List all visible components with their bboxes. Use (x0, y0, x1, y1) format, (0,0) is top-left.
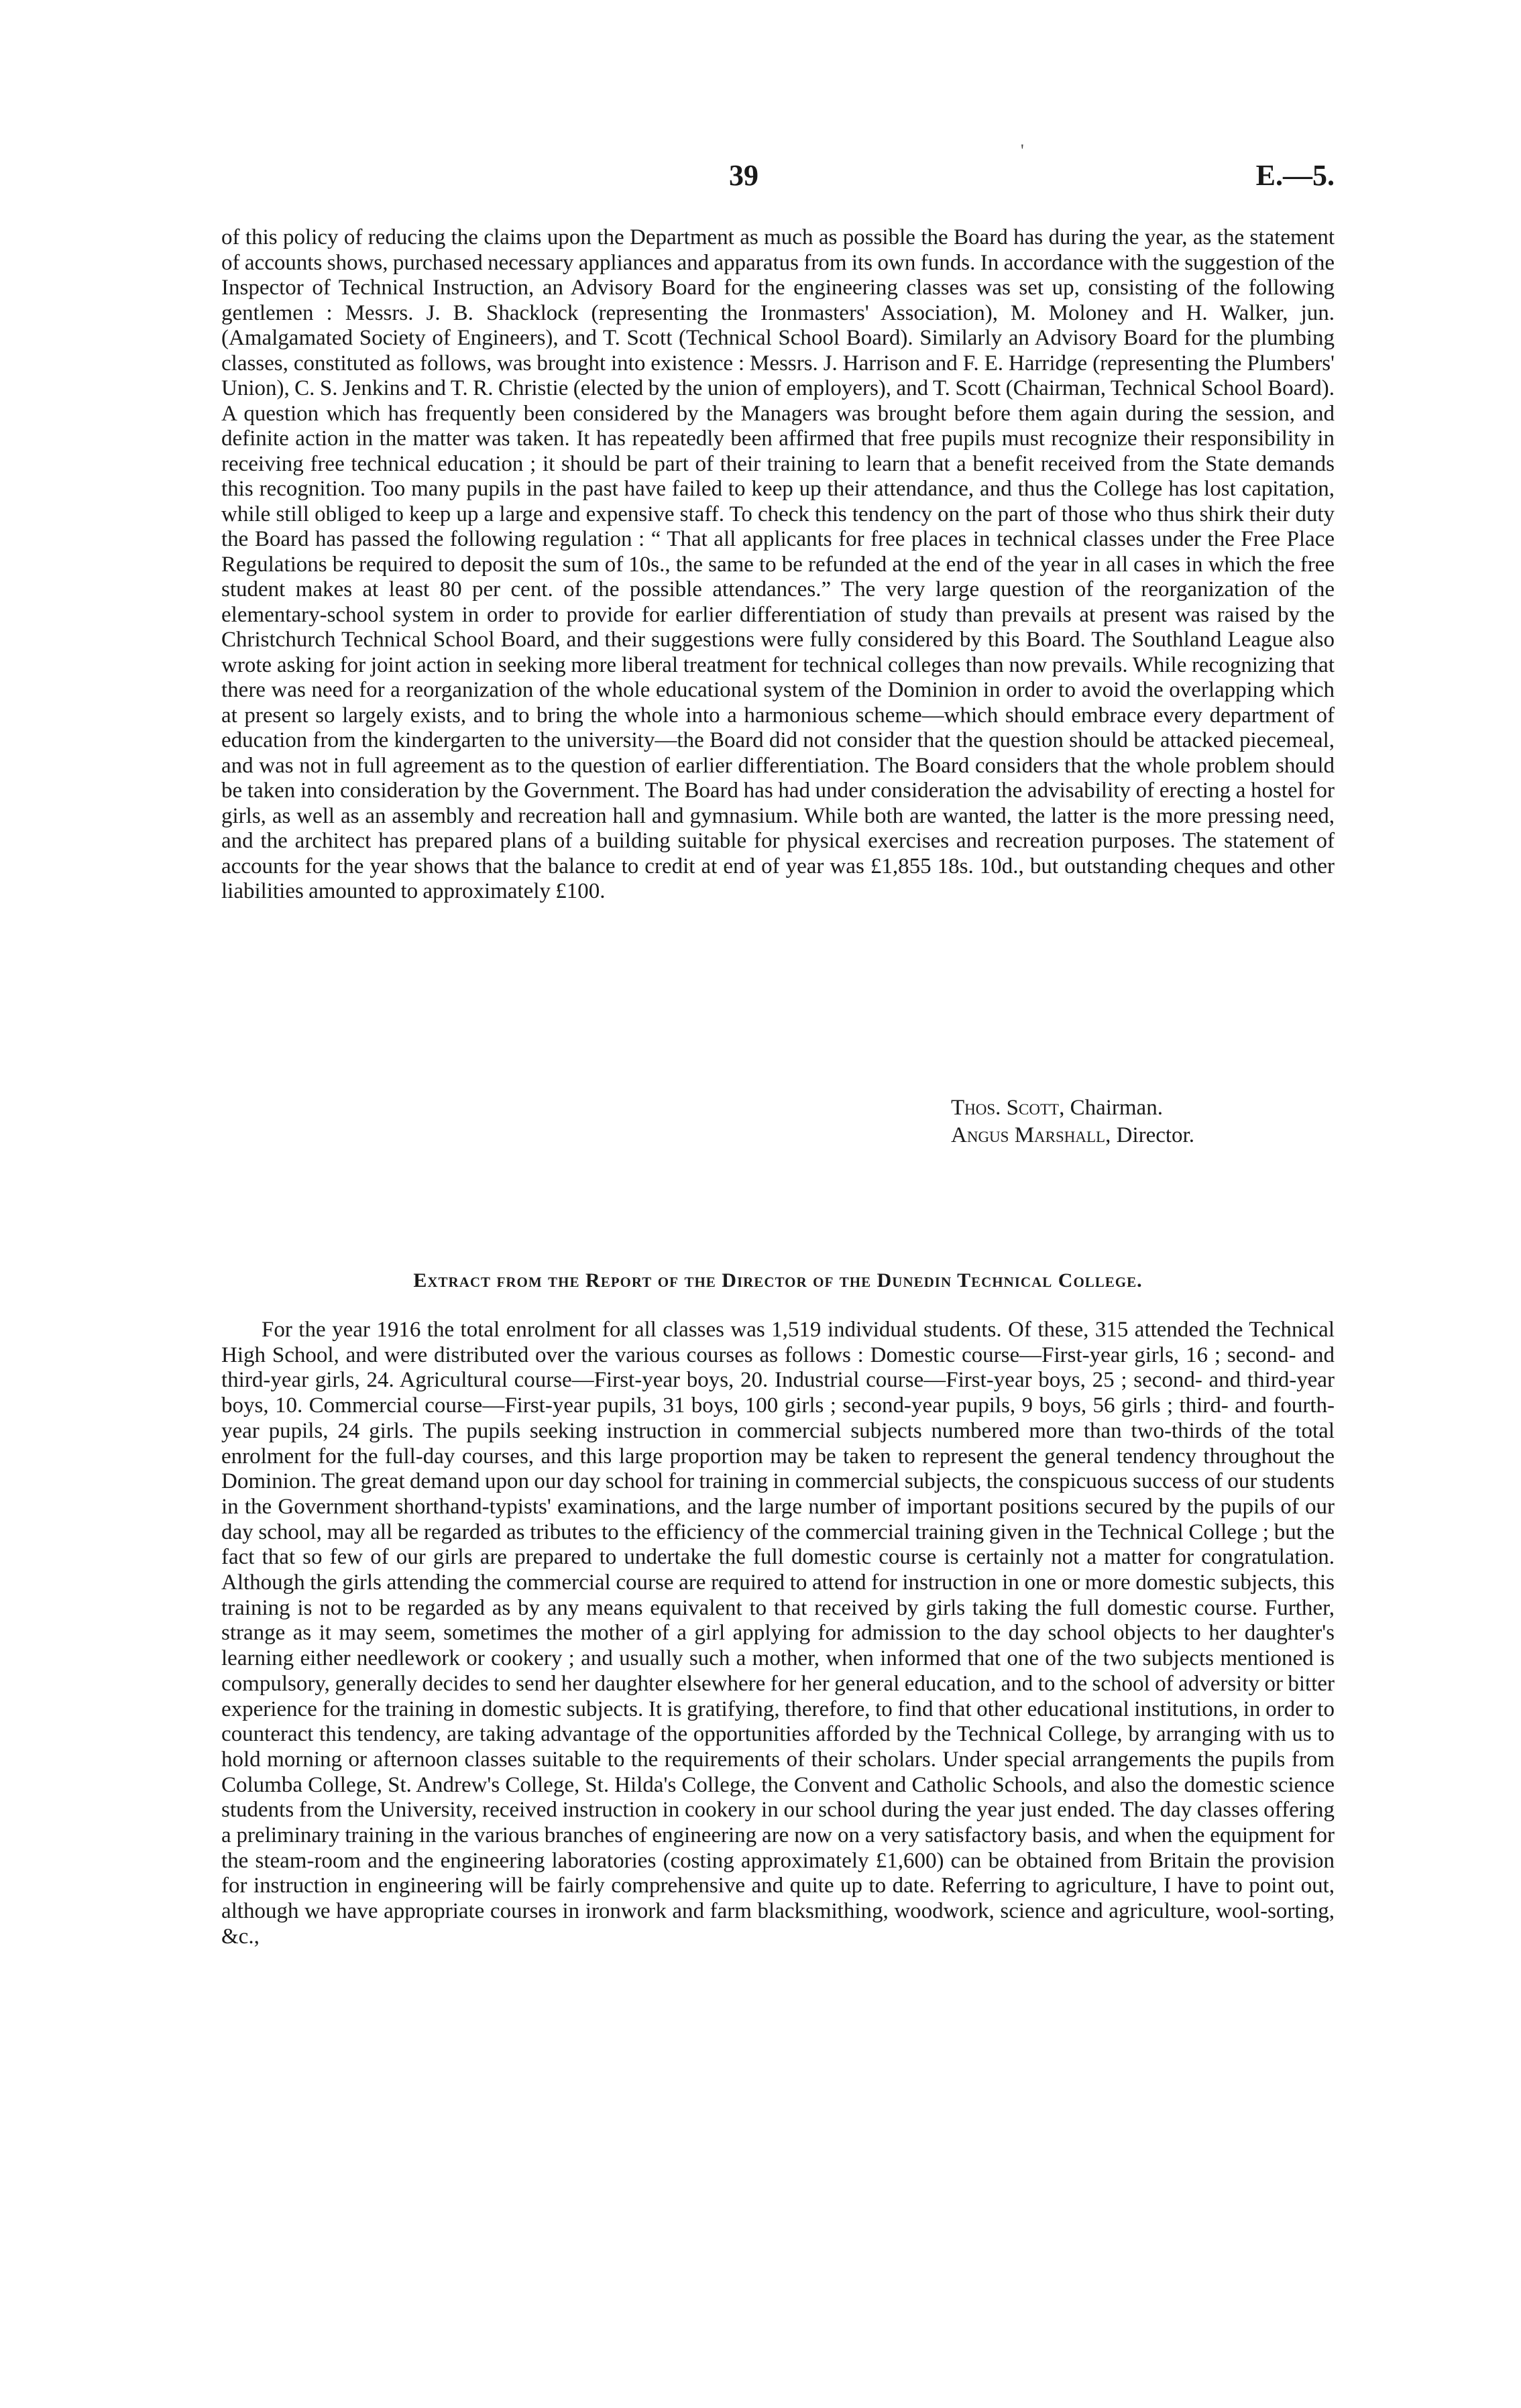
signature-title: , Chairman. (1059, 1096, 1163, 1120)
signature-title: , Director. (1105, 1123, 1194, 1147)
signature-director (951, 1122, 1327, 1149)
signature-name: Angus Marshall (951, 1123, 1106, 1147)
page-header (221, 141, 1335, 196)
signature-name: Thos. Scott (951, 1096, 1060, 1120)
extract-paragraph: For the year 1916 the total enrolment for all classes was 1,519 individual students. Of these, 315 attended the Technical High School, and were distributed over the various courses as follows : Domestic course—First-year girls, 16 ; second- and third-year girls, 24. Agricultural course—First-year boys, 20. Industrial course—First-year boys, 25 ; second- and third-year boys, 10. Commercial course—First-year pupils, 31 boys, 100 girls ; second-year pupils, 9 boys, 56 girls ; third- and fourth-year pupils, 24 girls. The pupils seeking instruction in commercial subjects numbered more than two-thirds of the total enrolment for the full-day courses, and this large proportion may be taken to represent the general tendency throughout the Dominion. The great demand upon our day school for training in commercial subjects, the conspicuous success of our students in the Government shorthand-typists' examinations, and the large number of important positions secured by the pupils of our day school, may all be regarded as tributes to the efficiency of the commercial training given in the Technical College ; but the fact that so few of our girls are prepared to undertake the full domestic course is certainly not a matter for congratulation. Although the girls attending the commercial course are required to attend for instruction in one or more domestic subjects, this training is not to be regarded as by any means equivalent to that received by girls taking the full domestic course. Further, strange as it may seem, sometimes the mother of a girl applying for admission to the day school objects to her daughter's learning either needlework or cookery ; and usually such a mother, when informed that one of the two subjects mentioned is compulsory, generally decides to send her daughter elsewhere for her general education, and to the school of adversity or bitter experience for the training in domestic subjects. It is gratifying, therefore, to find that other educational institutions, in order to counteract this tendency, are taking advantage of the opportunities afforded by the Technical College, by arranging with us to hold morning or afternoon classes suitable to the requirements of their scholars. Under special arrangements the pupils from Columba College, St. Andrew's College, St. Hilda's College, the Convent and Catholic Schools, and also the domestic science students from the University, received instruction in cookery in our school during the year just ended. The day classes offering a preliminary training in the various branches of engineering are now on a very satisfactory basis, and when the equipment for the steam-room and the engineering laboratories (costing approximately £1,600) can be obtained from Britain the provision for instruction in engineering will be fairly comprehensive and quite up to date. Referring to agriculture, I have to point out, although we have appropriate courses in ironwork and farm blacksmithing, woodwork, science and agriculture, wool-sorting, &c., (221, 1318, 1335, 1949)
page-mark: ' (1021, 141, 1024, 160)
page-number: 39 (729, 159, 758, 192)
report-paragraph: of this policy of reducing the claims upon the Department as much as possible the Board has during the year, as the statement of accounts shows, purchased necessary appliances and apparatus from its own funds. In accordance with the suggestion of the Inspector of Technical Instruction, an Advisory Board for the engineering classes was set up, consisting of the following gentlemen : Messrs. J. B. Shacklock (representing the Ironmasters' Association), M. Moloney and H. Walker, jun. (Amalgamated Society of Engineers), and T. Scott (Technical School Board). Similarly an Advisory Board for the plumbing classes, constituted as follows, was brought into existence : Messrs. J. Harrison and F. E. Harridge (representing the Plumbers' Union), C. S. Jenkins and T. R. Christie (elected by the union of employers), and T. Scott (Chairman, Technical School Board). A question which has frequently been considered by the Managers was brought before them again during the session, and definite action in the matter was taken. It has repeatedly been affirmed that free pupils must recognize their responsibility in receiving free technical education ; it should be part of their training to learn that a benefit received from the State demands this recognition. Too many pupils in the past have failed to keep up their attendance, and thus the College has lost capitation, while still obliged to keep up a large and expensive staff. To check this tendency on the part of those who thus shirk their duty the Board has passed the following regulation : “ That all applicants for free places in technical classes under the Free Place Regulations be required to deposit the sum of 10s., the same to be refunded at the end of the year in all cases in which the free student makes at least 80 per cent. of the possible attendances.” The very large question of the reorganization of the elementary-school system in order to provide for earlier differentiation of study than prevails at present was raised by the Christchurch Technical School Board, and their suggestions were fully considered by this Board. The Southland League also wrote asking for joint action in seeking more liberal treatment for technical colleges than now prevails. While recognizing that there was need for a reorganization of the whole educational system of the Dominion in order to avoid the overlapping which at present so largely exists, and to bring the whole into a harmonious scheme—which should embrace every department of education from the kindergarten to the university—the Board did not consider that the question should be attacked piecemeal, and was not in full agreement as to the question of earlier differentiation. The Board considers that the whole problem should be taken into consideration by the Government. The Board has had under consideration the advisability of erecting a hostel for girls, as well as an assembly and recreation hall and gymnasium. While both are wanted, the latter is the more pressing need, and the architect has prepared plans of a building suitable for physical exercises and recreation purposes. The statement of accounts for the year shows that the balance to credit at end of year was £1,855 18s. 10d., but outstanding cheques and other liabilities amounted to approximately £100. (221, 225, 1335, 903)
document-code: E.—5. (1255, 159, 1335, 192)
signature-chairman (951, 1094, 1327, 1122)
section-title: Extract from the Report of the Director of the Dunedin Technical College. (413, 1269, 1143, 1292)
signature-block (951, 1094, 1327, 1149)
